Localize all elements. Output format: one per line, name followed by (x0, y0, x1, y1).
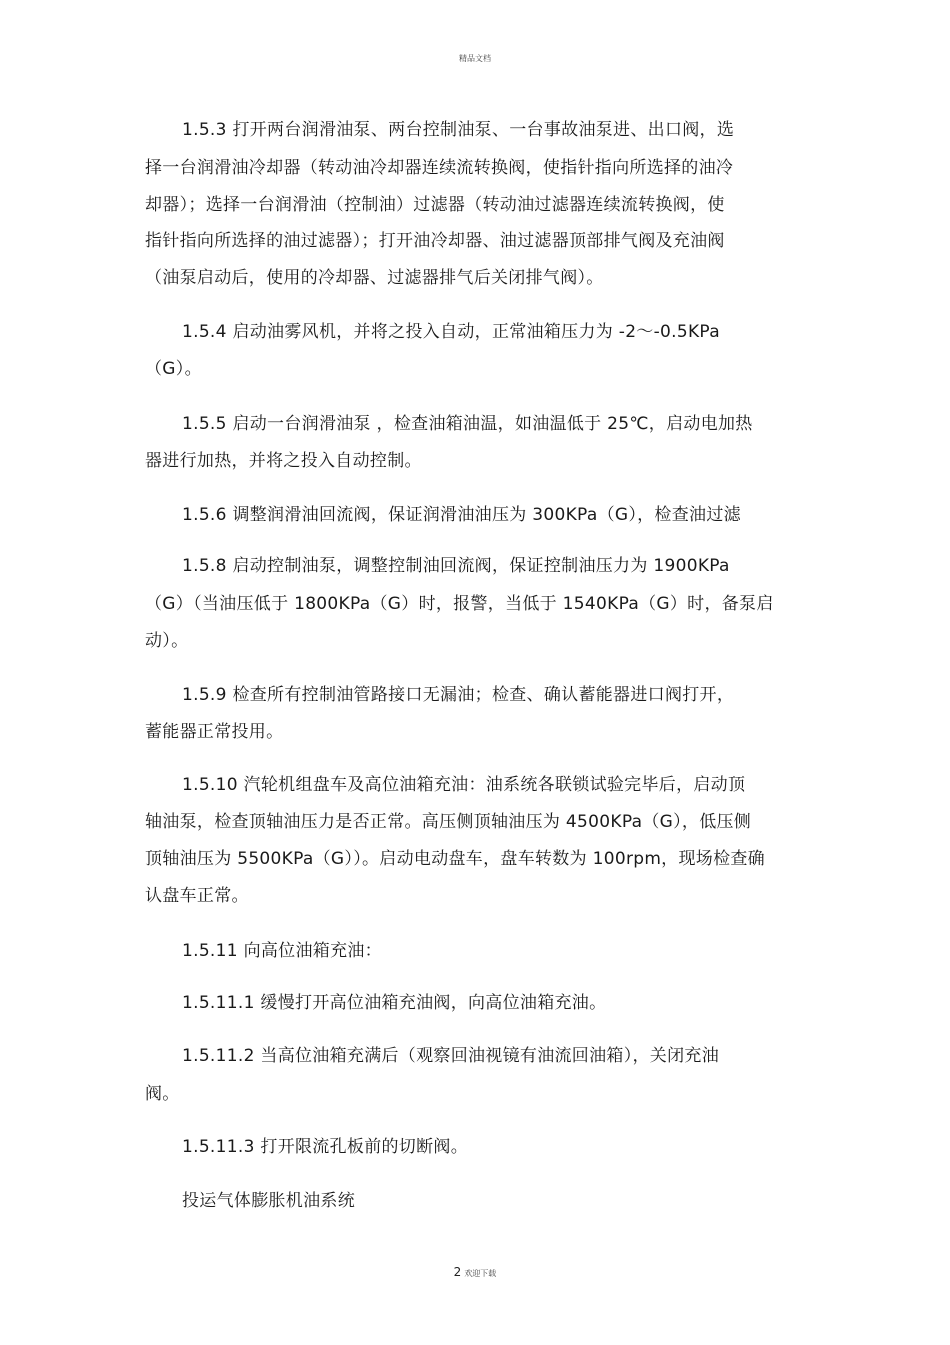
paragraph-line: （油泵启动后，使用的冷却器、过滤器排气后关闭排气阀）。 (145, 268, 604, 288)
paragraph-line: 1.5.9 检查所有控制油管路接口无漏油；检查、确认蓄能器进口阀打开， (182, 685, 735, 705)
page-number: 2 (453, 1265, 462, 1279)
section-heading: 投运气体膨胀机油系统 (182, 1191, 355, 1211)
paragraph-line: 1.5.4 启动油雾风机，并将之投入自动，正常油箱压力为 -2～-0.5KPa (182, 322, 720, 342)
paragraph-line: 1.5.3 打开两台润滑油泵、两台控制油泵、一台事故油泵进、出口阀，选 (182, 120, 735, 140)
paragraph-line: 1.5.11.3 打开限流孔板前的切断阀。 (182, 1137, 468, 1157)
paragraph-line: 1.5.8 启动控制油泵，调整控制油回流阀，保证控制油压力为 1900KPa (182, 556, 730, 576)
paragraph-line: （G）（当油压低于 1800KPa（G）时，报警，当低于 1540KPa（G）时，备泵启 (145, 594, 774, 614)
page-footer (0, 1265, 950, 1279)
paragraph-line: 1.5.11 向高位油箱充油： (182, 941, 382, 961)
paragraph-line: 择一台润滑油冷却器（转动油冷却器连续流转换阀，使指针指向所选择的油冷 (145, 158, 734, 178)
paragraph-line: 动）。 (145, 631, 189, 651)
paragraph-line: 蓄能器正常投用。 (145, 722, 284, 742)
paragraph-line: 1.5.6 调整润滑油回流阀，保证润滑油油压为 300KPa（G），检查油过滤 (182, 505, 741, 525)
footer-text: 欢迎下载 (464, 1269, 497, 1278)
paragraph-line: 指针指向所选择的油过滤器）；打开油冷却器、油过滤器顶部排气阀及充油阀 (145, 231, 725, 251)
paragraph-line: 却器）；选择一台润滑油（控制油）过滤器（转动油过滤器连续流转换阀，使 (145, 195, 725, 215)
paragraph-line: 认盘车正常。 (145, 886, 249, 906)
paragraph-line: 顶轴油压为 5500KPa（G））。启动电动盘车，盘车转数为 100rpm，现场检查确 (145, 849, 765, 869)
paragraph-line: 1.5.11.1 缓慢打开高位油箱充油阀，向高位油箱充油。 (182, 993, 607, 1013)
paragraph-line: 1.5.5 启动一台润滑油泵 ，检查油箱油温，如油温低于 25℃，启动电加热 (182, 414, 753, 434)
paragraph-line: 1.5.10 汽轮机组盘车及高位油箱充油：油系统各联锁试验完毕后，启动顶 (182, 775, 746, 795)
paragraph-line: 器进行加热，并将之投入自动控制。 (145, 451, 422, 471)
paragraph-line: 1.5.11.2 当高位油箱充满后（观察回油视镜有油流回油箱），关闭充油 (182, 1046, 719, 1066)
paragraph-line: （G）。 (145, 359, 202, 379)
paragraph-line: 阀。 (145, 1084, 180, 1104)
paragraph-line: 轴油泵，检查顶轴油压力是否正常。高压侧顶轴油压为 4500KPa（G），低压侧 (145, 812, 752, 832)
page-header: 精品文档 (459, 54, 491, 63)
